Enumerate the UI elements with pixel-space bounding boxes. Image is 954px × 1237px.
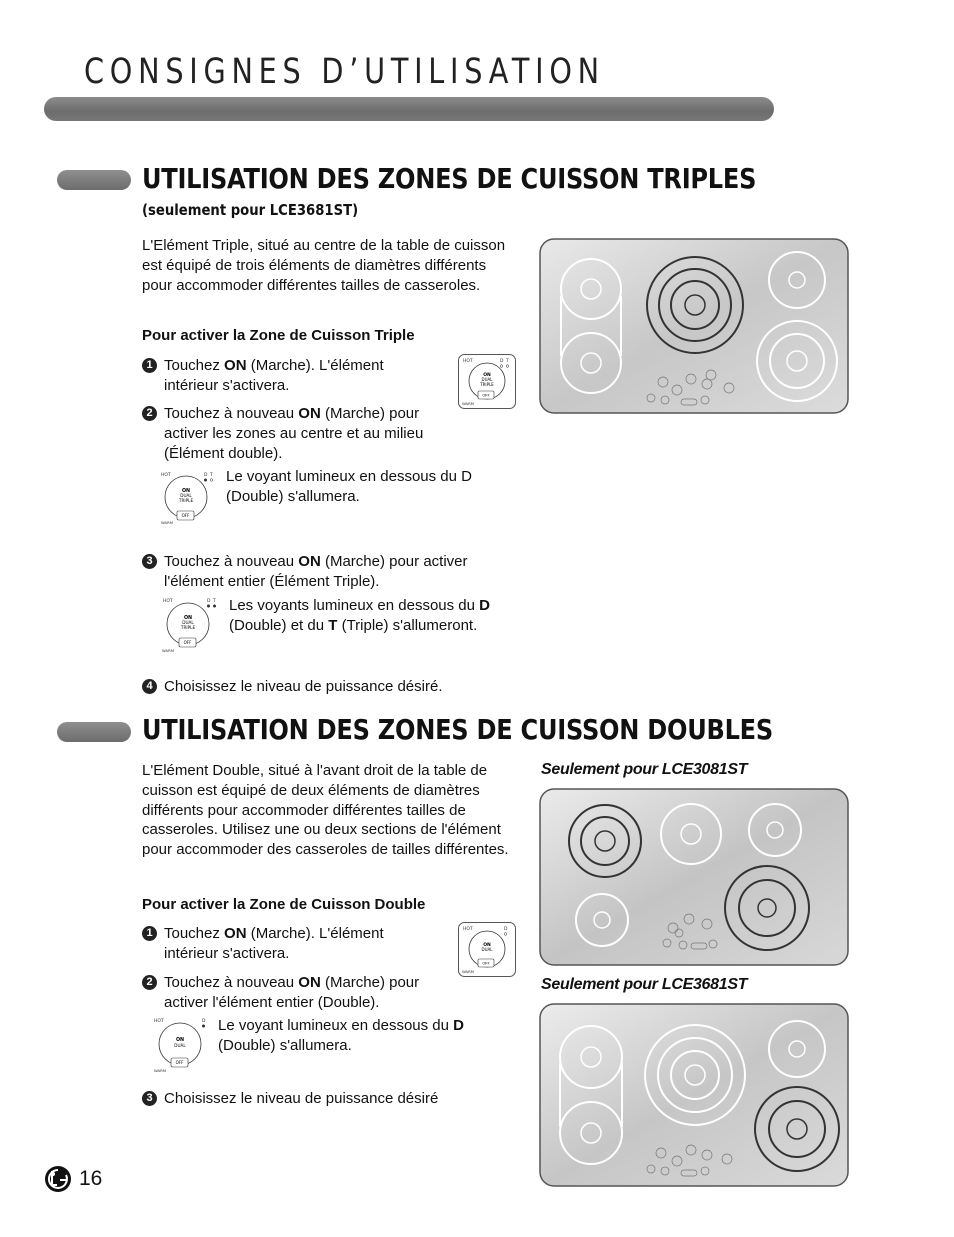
cooktop-lce3081st-image: [539, 788, 849, 966]
double-activate-heading: Pour activer la Zone de Cuisson Double: [142, 896, 426, 913]
svg-text:D: D: [207, 599, 211, 604]
svg-text:HOT: HOT: [161, 473, 171, 478]
cooktop-triple-image: [539, 238, 849, 414]
double-step-3: 3 Choisissez le niveau de puissance désiré: [164, 1089, 514, 1109]
svg-text:HOT: HOT: [463, 927, 473, 932]
svg-text:ON: ON: [483, 943, 491, 948]
svg-text:WARM: WARM: [161, 520, 174, 525]
svg-text:D: D: [204, 473, 208, 478]
lg-logo: [44, 1165, 72, 1198]
header-bar: [44, 97, 774, 121]
step-number: 2: [142, 975, 157, 990]
step-number: 1: [142, 358, 157, 373]
dual-control-panel-icon: [458, 922, 516, 982]
triple-step-3-note: Les voyants lumineux en dessous du D (Double) et du T (Triple) s'allumeront.: [229, 597, 490, 634]
double-step-2: 2 Touchez à nouveau ON (Marche) pour activer l'élément entier (Double).: [164, 973, 454, 1013]
svg-text:WARM: WARM: [462, 969, 475, 974]
step-number: 3: [142, 1091, 157, 1106]
svg-text:ON: ON: [483, 373, 491, 378]
step-number: 1: [142, 926, 157, 941]
triple-step-2: 2 Touchez à nouveau ON (Marche) pour activer les zones au centre et au milieu (Élément double).: [164, 404, 454, 463]
triple-step-2-note: Le voyant lumineux en dessous du D (Double) s'allumera.: [226, 468, 472, 505]
svg-text:T: T: [210, 473, 213, 478]
svg-text:OFF: OFF: [482, 392, 490, 398]
page-title: CONSIGNES D’UTILISATION: [84, 52, 605, 92]
double-heading: UTILISATION DES ZONES DE CUISSON DOUBLES: [142, 713, 773, 746]
svg-text:OFF: OFF: [175, 1060, 184, 1065]
section-marker: [57, 170, 131, 190]
caption-lce3681st: Seulement pour LCE3681ST: [541, 976, 748, 993]
svg-text:OFF: OFF: [482, 960, 490, 966]
double-step-2-note: Le voyant lumineux en dessous du D (Double) s'allumera.: [218, 1017, 464, 1054]
svg-text:ON: ON: [175, 1038, 185, 1043]
svg-text:D: D: [202, 1019, 206, 1024]
svg-text:OFF: OFF: [183, 640, 192, 645]
triple-step-4: 4 Choisissez le niveau de puissance désiré.: [164, 677, 514, 697]
svg-text:ON: ON: [181, 489, 191, 494]
svg-text:HOT: HOT: [154, 1019, 164, 1024]
svg-text:T: T: [213, 599, 216, 604]
svg-text:DUAL: DUAL: [182, 620, 194, 625]
svg-text:WARM: WARM: [154, 1068, 167, 1073]
svg-text:TRIPLE: TRIPLE: [178, 498, 194, 503]
triple-step-3: 3 Touchez à nouveau ON (Marche) pour activer l'élément entier (Élément Triple).: [164, 552, 514, 592]
triple-heading: UTILISATION DES ZONES DE CUISSON TRIPLES: [142, 162, 757, 195]
page-number: 16: [79, 1167, 103, 1190]
svg-text:TRIPLE: TRIPLE: [480, 382, 494, 387]
svg-text:HOT: HOT: [163, 599, 173, 604]
svg-text:WARM: WARM: [462, 401, 475, 406]
svg-text:DUAL: DUAL: [481, 947, 493, 952]
triple-step-1: 1 Touchez ON (Marche). L'élément intérieur s'activera.: [164, 356, 434, 396]
svg-text:HOT: HOT: [463, 359, 473, 364]
step-number: 2: [142, 406, 157, 421]
dual-triple-control-icon: [160, 470, 216, 531]
step-number: 4: [142, 679, 157, 694]
triple-activate-heading: Pour activer la Zone de Cuisson Triple: [142, 327, 415, 344]
svg-text:T: T: [506, 359, 509, 364]
section-marker: [57, 722, 131, 742]
svg-text:DUAL: DUAL: [481, 377, 493, 382]
svg-text:TRIPLE: TRIPLE: [180, 625, 196, 630]
triple-control-panel-icon: [458, 354, 516, 414]
triple-subheading: (seulement pour LCE3681ST): [142, 201, 359, 219]
triple-intro: L'Elément Triple, situé au centre de la table de cuisson est équipé de trois éléments de diamètres différents pour accommoder différentes tailles de casseroles.: [142, 237, 506, 294]
svg-text:D: D: [500, 359, 504, 364]
dual-triple-lit-control-icon: [160, 596, 220, 659]
svg-text:D: D: [504, 927, 508, 932]
double-step-1: 1 Touchez ON (Marche). L'élément intérieur s'activera.: [164, 924, 434, 964]
caption-lce3081st: Seulement pour LCE3081ST: [541, 761, 748, 778]
svg-text:OFF: OFF: [181, 513, 190, 518]
svg-text:WARM: WARM: [162, 648, 175, 653]
svg-text:ON: ON: [183, 616, 193, 621]
dual-lit-control-icon: [152, 1016, 214, 1079]
double-intro: L'Elément Double, situé à l'avant droit de la table de cuisson est équipé de deux éléments de diamètres différents pour accommoder différentes tailles de casseroles. Utilisez une ou deux sections de l'élément pour accommoder des casseroles de tailles différentes.: [142, 762, 509, 859]
step-number: 3: [142, 554, 157, 569]
svg-text:DUAL: DUAL: [180, 493, 192, 498]
svg-text:DUAL: DUAL: [174, 1043, 186, 1048]
cooktop-lce3681st-image: [539, 1003, 849, 1187]
